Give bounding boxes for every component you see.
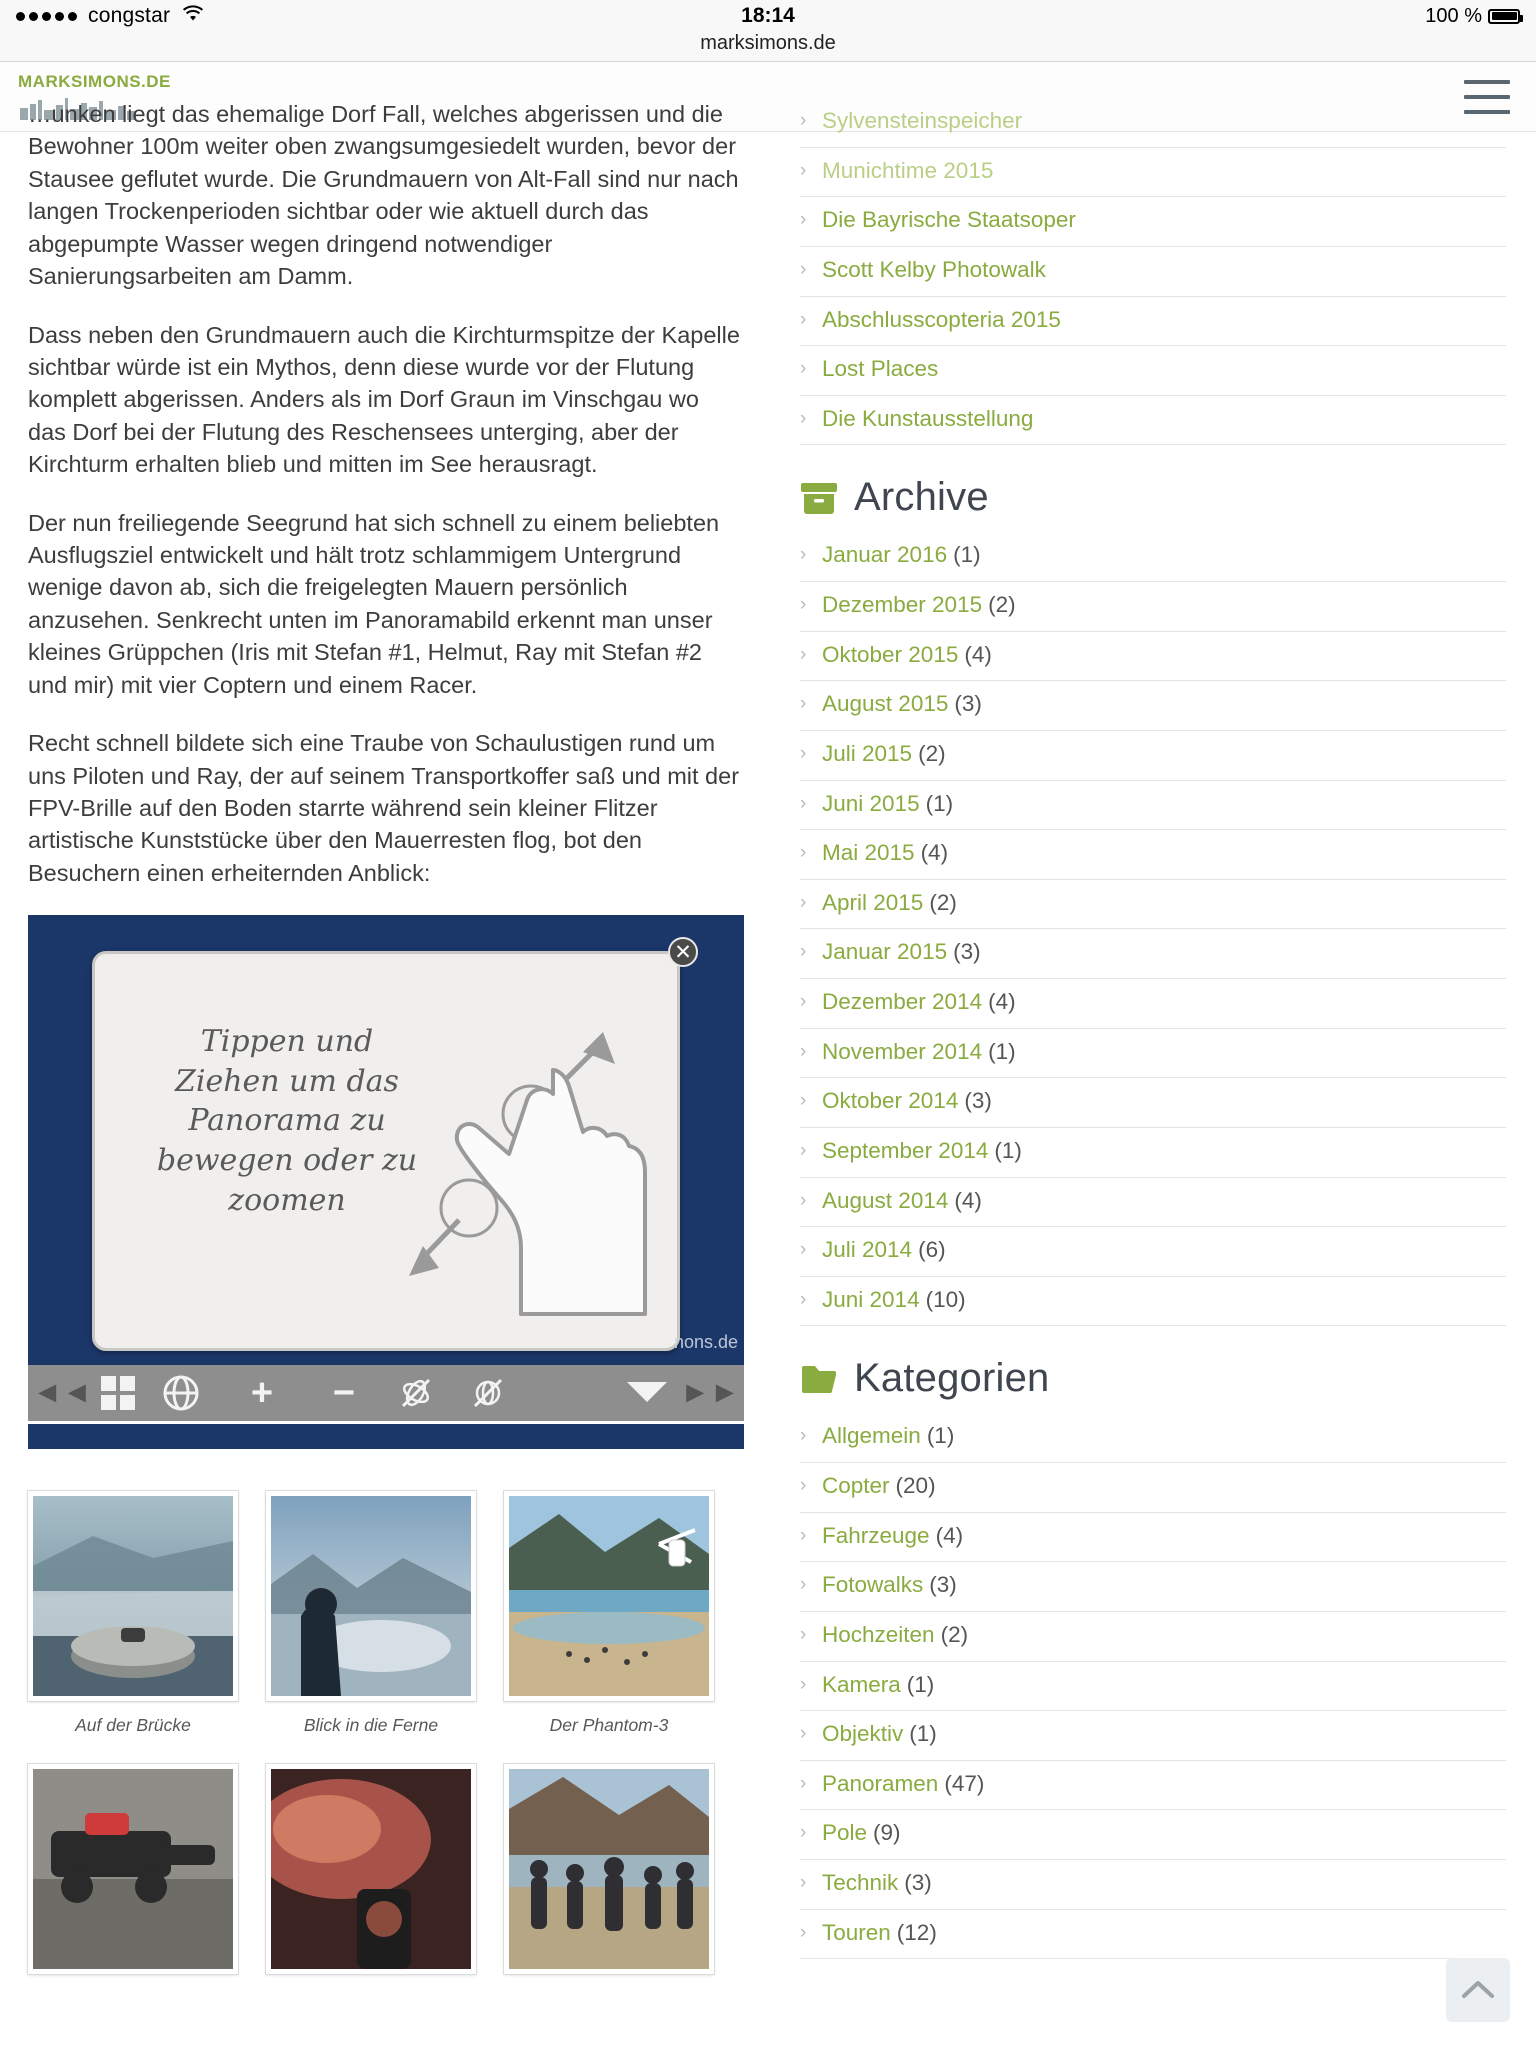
sidebar-item-label: Die Kunstausstellung xyxy=(822,405,1034,431)
archive-box-icon xyxy=(800,481,838,515)
chevron-right-icon: › xyxy=(800,693,807,715)
panorama-instruction-card xyxy=(92,951,680,1351)
thumbnail-image[interactable] xyxy=(266,1491,476,1701)
battery-percent-label: 100 % xyxy=(1425,4,1482,27)
sidebar-item-archive[interactable] xyxy=(800,979,1506,1029)
prev-icon[interactable]: ◄◄ xyxy=(32,1376,92,1410)
sidebar-item-archive[interactable] xyxy=(800,1029,1506,1079)
chevron-right-icon: › xyxy=(800,792,807,814)
sidebar-item-recent-post[interactable] xyxy=(800,396,1506,446)
scroll-to-top-button[interactable] xyxy=(1446,1958,1510,2022)
sidebar-item-recent-post[interactable] xyxy=(800,297,1506,347)
sidebar-item-archive[interactable] xyxy=(800,1227,1506,1277)
chevron-right-icon: › xyxy=(800,643,807,665)
chevron-right-icon: › xyxy=(800,1239,807,1261)
expand-down-icon[interactable] xyxy=(612,1365,682,1421)
archive-item-label: Juni 2015 xyxy=(822,790,920,816)
archive-item-label: Januar 2016 xyxy=(822,542,948,568)
chevron-right-icon: › xyxy=(800,1723,807,1745)
archive-title: Archive xyxy=(854,475,989,520)
zoom-in-icon[interactable]: + xyxy=(250,1371,274,1414)
chevron-right-icon: › xyxy=(800,1425,807,1447)
archive-item-count: (4) xyxy=(988,989,1016,1014)
folder-icon xyxy=(800,1362,838,1396)
sidebar-item-category[interactable] xyxy=(800,1860,1506,1910)
category-item-label: Copter xyxy=(822,1473,890,1498)
archive-item-count: (1) xyxy=(925,790,954,816)
chevron-right-icon: › xyxy=(800,1623,807,1645)
sidebar-item-label: Sylvensteinspeicher xyxy=(822,108,1023,133)
category-item-label: Kamera xyxy=(822,1671,901,1697)
sidebar-item-archive[interactable] xyxy=(800,880,1506,930)
category-item-count: (1) xyxy=(906,1671,935,1697)
panorama-instruction-text: Tippen und Ziehen um das Panorama zu bewegen oder zu zoomen xyxy=(156,1024,418,1218)
chevron-right-icon: › xyxy=(800,544,807,566)
gallery-item[interactable] xyxy=(266,1491,476,1736)
category-item-label: Objektiv xyxy=(822,1721,904,1747)
ios-status-bar xyxy=(0,0,1536,32)
chevron-right-icon: › xyxy=(800,1288,807,1310)
archive-item-label: Oktober 2014 xyxy=(822,1088,959,1114)
chevron-right-icon: › xyxy=(800,891,807,913)
chevron-right-icon: › xyxy=(800,1872,807,1893)
category-item-count: (1) xyxy=(926,1423,955,1449)
globe-icon[interactable] xyxy=(146,1365,216,1421)
panorama-bottom-bar xyxy=(28,1421,744,1449)
recent-posts-list xyxy=(800,98,1506,445)
archive-item-count: (10) xyxy=(925,1286,966,1312)
sidebar-item-label: Lost Places xyxy=(822,356,939,382)
sidebar-item-label: Munichtime 2015 xyxy=(822,157,994,183)
archive-item-label: Juni 2014 xyxy=(822,1286,920,1312)
gallery-item[interactable] xyxy=(266,1764,476,1988)
sidebar-item-label: Scott Kelby Photowalk xyxy=(822,256,1046,282)
categories-title: Kategorien xyxy=(854,1356,1050,1401)
autorotate-icon[interactable] xyxy=(380,1365,452,1421)
category-item-count: (3) xyxy=(904,1870,932,1895)
archive-list xyxy=(800,532,1506,1326)
thumbnail-caption: Der Phantom-3 xyxy=(549,1715,669,1736)
panorama-toolbar[interactable] xyxy=(28,1365,744,1421)
category-item-label: Allgemein xyxy=(822,1423,921,1449)
sidebar-item-category[interactable] xyxy=(800,1711,1506,1761)
sidebar-item-category[interactable] xyxy=(800,1910,1506,1960)
thumbnail-caption: Auf der Brücke xyxy=(75,1715,191,1736)
article-paragraph: …unken liegt das ehemalige Dorf Fall, welches abgerissen und die Bewohner 100m weiter oben zwangsumgesiedelt wurden, bevor der Stausee geflutet wurde. Die Grundmauern von Alt-Fall sind nur nach langen Trockenperioden sichtbar oder wie aktuell durch das abgepumpte Wasser wegen dringend notwendiger Sanierungsarbeiten am Damm. xyxy=(28,101,739,290)
thumbnails-grid-icon[interactable] xyxy=(90,1365,146,1421)
archive-item-label: Juli 2014 xyxy=(822,1237,913,1263)
sidebar-item-category[interactable] xyxy=(800,1513,1506,1563)
archive-item-count: (4) xyxy=(920,840,949,866)
archive-item-count: (2) xyxy=(988,592,1016,617)
chevron-right-icon: › xyxy=(800,991,807,1012)
archive-item-count: (1) xyxy=(953,542,981,568)
archive-item-count: (2) xyxy=(918,740,946,766)
chevron-right-icon: › xyxy=(800,209,807,231)
article-paragraph: Dass neben den Grundmauern auch die Kirchturmspitze der Kapelle sichtbar würde ist ein Mythos, denn diese wurde vor der Flutung komplett abgerissen. Anders als im Dorf Graun im Vinschgau wo das Dorf bei der Flutung des Reschensees unterging, aber der Kirchturm erhalten blieb und mitten im See herausragt. xyxy=(28,321,740,478)
thumbnail-caption: Blick in die Ferne xyxy=(303,1715,439,1736)
toolbar-spacer xyxy=(524,1365,612,1421)
archive-item-count: (4) xyxy=(964,641,992,667)
zoom-out-icon[interactable]: − xyxy=(332,1371,356,1414)
sidebar xyxy=(770,98,1536,1959)
url-text: marksimons.de xyxy=(700,32,836,54)
archive-item-label: Januar 2015 xyxy=(822,939,948,965)
sidebar-item-recent-post[interactable] xyxy=(800,197,1506,247)
category-item-label: Hochzeiten xyxy=(822,1621,935,1647)
categories-heading xyxy=(800,1356,1506,1401)
clock-label: 18:14 xyxy=(741,4,795,27)
sidebar-item-category[interactable] xyxy=(800,1810,1506,1860)
sidebar-item-archive[interactable] xyxy=(800,1128,1506,1178)
chevron-right-icon: › xyxy=(800,1822,807,1844)
archive-item-count: (3) xyxy=(953,939,981,965)
sidebar-item-recent-post[interactable] xyxy=(800,346,1506,396)
sidebar-item-category[interactable] xyxy=(800,1463,1506,1513)
chevron-right-icon: › xyxy=(800,1090,807,1112)
chevron-right-icon: › xyxy=(800,742,807,764)
category-item-count: (3) xyxy=(929,1572,957,1598)
chevron-right-icon: › xyxy=(800,1524,807,1546)
page-body xyxy=(0,101,1536,2048)
sidebar-item-recent-post[interactable] xyxy=(800,98,1506,148)
sidebar-item-recent-post[interactable] xyxy=(800,148,1506,198)
archive-item-label: Oktober 2015 xyxy=(822,641,959,667)
sidebar-item-archive[interactable] xyxy=(800,681,1506,731)
chevron-right-icon: › xyxy=(800,1574,807,1596)
thumbnail-image[interactable] xyxy=(28,1491,238,1701)
sidebar-item-archive[interactable] xyxy=(800,532,1506,582)
gyro-icon[interactable] xyxy=(452,1365,524,1421)
archive-heading xyxy=(800,475,1506,520)
archive-item-count: (1) xyxy=(994,1137,1022,1163)
site-logo-text: MARKSIMONS.DE xyxy=(18,72,171,91)
article-paragraph: Der nun freiliegende Seegrund hat sich schnell zu einem beliebten Ausflugsziel entwickelt und hält trotz schlammigem Untergrund wenige davon ab, sich die freigelegten Mauern persönlich anzusehen. Senkrecht unten im Panoramabild erkennt man unser kleines Grüppchen (Iris mit Stefan #1, Helmut, Ray mit Stefan #2 und mir) mit vier Coptern und einem Racer. xyxy=(28,509,720,698)
chevron-right-icon: › xyxy=(800,258,807,280)
category-item-label: Touren xyxy=(822,1919,891,1945)
chevron-right-icon: › xyxy=(800,308,807,330)
sidebar-item-category[interactable] xyxy=(800,1413,1506,1463)
sidebar-item-category[interactable] xyxy=(800,1662,1506,1712)
category-item-count: (2) xyxy=(940,1621,969,1647)
archive-item-label: Juli 2015 xyxy=(822,740,913,766)
chevron-right-icon: › xyxy=(800,1772,807,1794)
category-item-count: (4) xyxy=(935,1522,964,1548)
gallery-item[interactable] xyxy=(504,1764,714,1988)
archive-item-count: (2) xyxy=(929,889,957,915)
chevron-right-icon: › xyxy=(800,1921,807,1943)
chevron-right-icon: › xyxy=(800,1673,807,1695)
battery-icon xyxy=(1488,9,1520,24)
chevron-right-icon: › xyxy=(800,1475,807,1496)
chevron-right-icon: › xyxy=(800,1139,807,1161)
category-item-label: Pole xyxy=(822,1820,868,1846)
chevron-right-icon: › xyxy=(800,358,807,380)
chevron-right-icon: › xyxy=(800,110,807,131)
chevron-right-icon: › xyxy=(800,1189,807,1211)
sidebar-item-archive[interactable] xyxy=(800,1178,1506,1228)
sidebar-item-archive[interactable] xyxy=(800,830,1506,880)
thumbnail-image[interactable] xyxy=(504,1764,714,1974)
article-paragraph: Recht schnell bildete sich eine Traube von Schaulustigen rund um uns Piloten und Ray, der auf seinem Transportkoffer saß und mit der FPV-Brille auf den Boden starrte während sein kleiner Flitzer artistische Kunststücke über den Mauerresten flog, bot den Besuchern einen erheiternden Anblick: xyxy=(28,730,740,886)
chevron-right-icon: › xyxy=(800,159,807,181)
archive-item-count: (3) xyxy=(954,691,982,717)
category-item-count: (20) xyxy=(895,1473,936,1498)
category-item-label: Panoramen xyxy=(822,1770,939,1796)
category-item-count: (9) xyxy=(873,1820,901,1846)
sidebar-item-archive[interactable] xyxy=(800,582,1506,632)
archive-item-label: August 2014 xyxy=(822,1187,949,1213)
gallery-thumbnails xyxy=(28,1491,740,1988)
category-item-count: (47) xyxy=(944,1770,985,1796)
sidebar-item-archive[interactable] xyxy=(800,632,1506,682)
browser-url-bar[interactable] xyxy=(0,32,1536,62)
chevron-up-icon xyxy=(1461,1979,1495,2001)
category-item-label: Fotowalks xyxy=(822,1572,924,1598)
pinch-gesture-icon xyxy=(403,1002,653,1332)
chevron-right-icon: › xyxy=(800,594,807,615)
chevron-right-icon: › xyxy=(800,407,807,429)
archive-item-label: April 2015 xyxy=(822,889,924,915)
sidebar-item-archive[interactable] xyxy=(800,929,1506,979)
sidebar-item-label: Die Bayrische Staatsoper xyxy=(822,207,1076,233)
archive-item-label: Dezember 2014 xyxy=(822,989,983,1014)
chevron-right-icon: › xyxy=(800,842,807,864)
archive-item-count: (3) xyxy=(964,1088,992,1114)
gallery-item[interactable] xyxy=(28,1764,238,1988)
archive-item-label: Dezember 2015 xyxy=(822,592,983,617)
category-item-count: (1) xyxy=(909,1721,937,1747)
archive-item-label: August 2015 xyxy=(822,691,949,717)
chevron-right-icon: › xyxy=(800,941,807,963)
sidebar-item-category[interactable] xyxy=(800,1761,1506,1811)
archive-item-label: Mai 2015 xyxy=(822,840,915,866)
gallery-item[interactable] xyxy=(28,1491,238,1736)
panorama-watermark: nons.de xyxy=(673,1332,738,1353)
category-item-count: (12) xyxy=(896,1919,937,1945)
sidebar-item-archive[interactable] xyxy=(800,1078,1506,1128)
sidebar-item-recent-post[interactable] xyxy=(800,247,1506,297)
categories-list xyxy=(800,1413,1506,1959)
sidebar-item-category[interactable] xyxy=(800,1612,1506,1662)
sidebar-item-archive[interactable] xyxy=(800,1277,1506,1327)
archive-item-count: (6) xyxy=(918,1237,946,1263)
archive-item-label: September 2014 xyxy=(822,1137,989,1163)
sidebar-item-archive[interactable] xyxy=(800,731,1506,781)
sidebar-item-archive[interactable] xyxy=(800,781,1506,831)
archive-item-count: (4) xyxy=(954,1187,982,1213)
thumbnail-image[interactable] xyxy=(266,1764,476,1974)
category-item-label: Technik xyxy=(822,1870,899,1895)
archive-item-label: November 2014 xyxy=(822,1038,983,1064)
article-content xyxy=(0,98,770,1988)
carrier-label: congstar xyxy=(88,4,171,27)
gallery-item[interactable] xyxy=(504,1491,714,1736)
thumbnail-image[interactable] xyxy=(28,1764,238,1974)
thumbnail-image[interactable] xyxy=(504,1491,714,1701)
archive-item-count: (1) xyxy=(988,1038,1016,1064)
category-item-label: Fahrzeuge xyxy=(822,1522,930,1548)
close-icon[interactable]: ✕ xyxy=(668,937,698,967)
sidebar-item-category[interactable] xyxy=(800,1562,1506,1612)
next-icon[interactable]: ►► xyxy=(680,1376,740,1410)
chevron-right-icon: › xyxy=(800,1040,807,1062)
panorama-viewer[interactable] xyxy=(28,915,744,1449)
sidebar-item-label: Abschlusscopteria 2015 xyxy=(822,306,1061,332)
